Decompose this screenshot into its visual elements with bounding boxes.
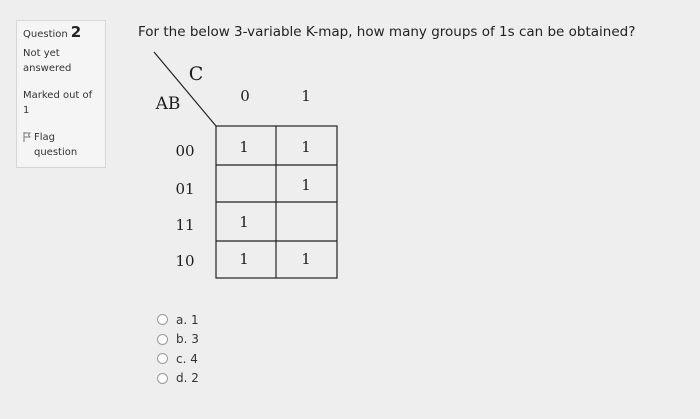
- kmap-column-header-1: 1: [301, 87, 311, 105]
- answer-label-c: c. 4: [176, 351, 198, 366]
- radio-button-a[interactable]: [157, 314, 168, 325]
- status-line-1: Not yet: [23, 48, 60, 59]
- kmap-cell-10-1: 1: [301, 250, 311, 268]
- kmap-row-header-10: 10: [175, 252, 195, 270]
- radio-button-b[interactable]: [157, 334, 168, 345]
- flag-question-button[interactable]: [23, 130, 99, 160]
- question-number: 2: [70, 23, 82, 41]
- kmap-row-header-01: 01: [175, 180, 195, 198]
- marked-line-2: 1: [23, 105, 30, 116]
- flag-line-1: Flag: [34, 132, 56, 143]
- answer-option-a[interactable]: [157, 310, 199, 330]
- kmap-row-header-11: 11: [175, 216, 195, 234]
- kmap-row-variable: AB: [155, 94, 181, 114]
- radio-button-d[interactable]: [157, 373, 168, 384]
- kmap-column-header-0: 0: [240, 87, 250, 105]
- answer-status: [23, 46, 99, 76]
- kmap-cell-01-1: 1: [301, 176, 311, 194]
- flag-line-2: question: [34, 147, 78, 158]
- kmap-cell-00-0: 1: [239, 138, 249, 156]
- question-label: Question: [23, 29, 68, 40]
- question-info-panel: [16, 20, 106, 168]
- kmap-cell-00-1: 1: [301, 138, 311, 156]
- marked-out-of: [23, 88, 99, 118]
- answer-option-c[interactable]: [157, 349, 199, 369]
- question-number-line: [23, 25, 99, 42]
- answer-label-a: a. 1: [176, 312, 199, 327]
- status-line-2: answered: [23, 63, 72, 74]
- answer-options: [157, 310, 199, 388]
- answer-option-b[interactable]: [157, 330, 199, 350]
- kmap-column-variable: C: [188, 63, 204, 85]
- kmap-figure: [140, 48, 360, 284]
- kmap-diagonal-line: [154, 52, 216, 126]
- kmap-row-header-00: 00: [175, 142, 195, 160]
- marked-line-1: Marked out of: [23, 90, 93, 101]
- kmap-grid: [216, 126, 337, 278]
- answer-option-d[interactable]: [157, 369, 199, 389]
- answer-label-b: b. 3: [176, 332, 199, 347]
- answer-label-d: d. 2: [176, 371, 199, 386]
- kmap-cell-10-0: 1: [239, 250, 249, 268]
- question-text: For the below 3-variable K-map, how many groups of 1s can be obtained?: [138, 24, 636, 40]
- radio-button-c[interactable]: [157, 353, 168, 364]
- flag-icon: [23, 132, 31, 142]
- kmap-cell-11-0: 1: [239, 213, 249, 231]
